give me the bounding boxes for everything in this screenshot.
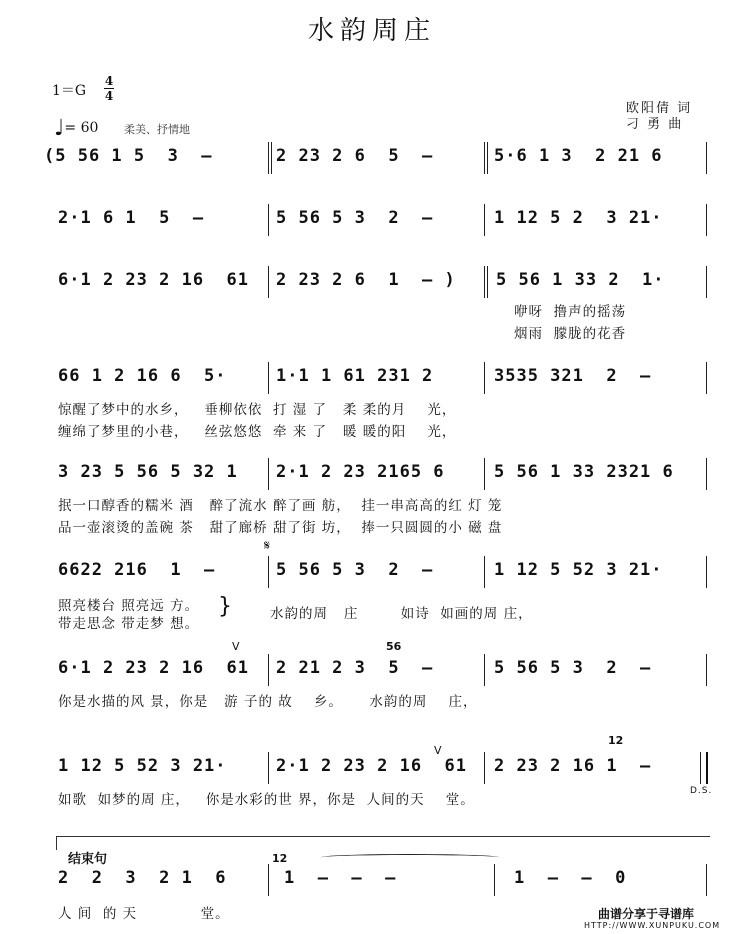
measure: 1 12 5 52 3 21· xyxy=(494,560,663,580)
measure: 66 1 2 16 6 5· xyxy=(58,366,227,386)
lyric-verse-2: 品一壶滚烫的盖碗 茶 甜了廊桥 甜了街 坊， 捧一只圆圆的小 磁 盘 xyxy=(58,520,503,536)
measure: 3535 321 2 – xyxy=(494,366,652,386)
lyric-verse-1: 惊醒了梦中的水乡， 垂柳依依 打 湿 了 柔 柔的月 光， xyxy=(58,402,457,418)
breath-mark-icon: V xyxy=(434,744,442,757)
measure: 2 2 3 2 1 6 xyxy=(58,868,227,888)
measure: 5 56 5 3 2 – xyxy=(276,208,434,228)
measure: 5 56 1 33 2 1· xyxy=(496,270,665,290)
volta-12: 12 xyxy=(608,734,624,747)
time-signature xyxy=(104,74,114,103)
measure: 6·1 2 23 2 16 61 xyxy=(58,658,249,678)
expression-text: 柔美、抒情地 xyxy=(124,123,190,136)
song-title: 水韵周庄 xyxy=(307,16,436,46)
ending-label: 结束句 xyxy=(68,852,108,867)
measure: 1 12 5 52 3 21· xyxy=(58,756,227,776)
measure: 2·1 2 23 2 16 61 xyxy=(276,756,467,776)
footer-url[interactable]: HTTP://WWW.XUNPUKU.COM xyxy=(584,921,721,930)
measure: 2·1 6 1 5 – xyxy=(58,208,205,228)
volta-56: 56 xyxy=(386,640,402,653)
measure: 1 – – 0 xyxy=(514,868,627,888)
lyricist-credit: 欧阳倩 词 xyxy=(626,101,693,116)
key-signature: 1＝G xyxy=(52,83,87,99)
breath-mark-icon: V xyxy=(232,640,240,653)
measure: 5 56 1 33 2321 6 xyxy=(494,462,674,482)
lyric-verse-2: 缠绵了梦里的小巷， 丝弦悠悠 牵 来 了 暖 暖的阳 光， xyxy=(58,424,457,440)
time-sig-top: 4 xyxy=(104,74,114,88)
measure: 2·1 2 23 2165 6 xyxy=(276,462,445,482)
composer-credit: 刁 勇 曲 xyxy=(626,117,684,132)
measure: 6622 216 1 – xyxy=(58,560,216,580)
measure: 5 56 5 3 2 – xyxy=(276,560,434,580)
lyric-verse-1: 照亮楼台 照亮远 方。 xyxy=(58,598,200,614)
measure: 2 21 2 3 5 – xyxy=(276,658,434,678)
volta-12-ending: 12 xyxy=(272,852,288,865)
segno-icon: 𝄋 xyxy=(264,538,271,554)
lyric-line: 如歌 如梦的周 庄， 你是水彩的世 界，你是 人间的天 堂。 xyxy=(58,792,475,808)
measure: 3 23 5 56 5 32 1 xyxy=(58,462,238,482)
measure: 2 23 2 6 1 – ) xyxy=(276,270,456,290)
dal-segno: D.S. xyxy=(690,786,713,796)
time-sig-bottom: 4 xyxy=(104,89,114,103)
lyric-line: 人 间 的 天 堂。 xyxy=(58,906,230,922)
measure: 1·1 1 61 231 2 xyxy=(276,366,434,386)
lyric-verse-2: 带走思念 带走梦 想。 xyxy=(58,616,200,632)
tempo-marking xyxy=(54,116,98,141)
lyric-refrain: 水韵的周 庄 如诗 如画的周 庄， xyxy=(270,606,533,622)
lyric-verse-1: 咿呀 撸声的摇荡 xyxy=(514,304,627,320)
measure: 2 23 2 16 1 – xyxy=(494,756,652,776)
footer-site: 曲谱分享于寻谱库 xyxy=(598,907,695,921)
measure: (5 56 1 5 3 – xyxy=(44,146,213,166)
lyric-verse-1: 抿一口醇香的糯米 酒 醉了流水 醉了画 舫， 挂一串高高的红 灯 笼 xyxy=(58,498,503,514)
measure: 2 23 2 6 5 – xyxy=(276,146,434,166)
measure: 1 – – – xyxy=(284,868,397,888)
tempo-value: = 60 xyxy=(64,120,99,136)
measure: 5·6 1 3 2 21 6 xyxy=(494,146,663,166)
measure: 1 12 5 2 3 21· xyxy=(494,208,663,228)
lyric-line: 你是水描的风 景，你是 游 子的 故 乡。 水韵的周 庄， xyxy=(58,694,478,710)
lyric-verse-2: 烟雨 朦胧的花香 xyxy=(514,326,627,342)
quarter-note-icon: ♩ xyxy=(54,116,65,141)
measure: 5 56 5 3 2 – xyxy=(494,658,652,678)
measure: 6·1 2 23 2 16 61 xyxy=(58,270,249,290)
